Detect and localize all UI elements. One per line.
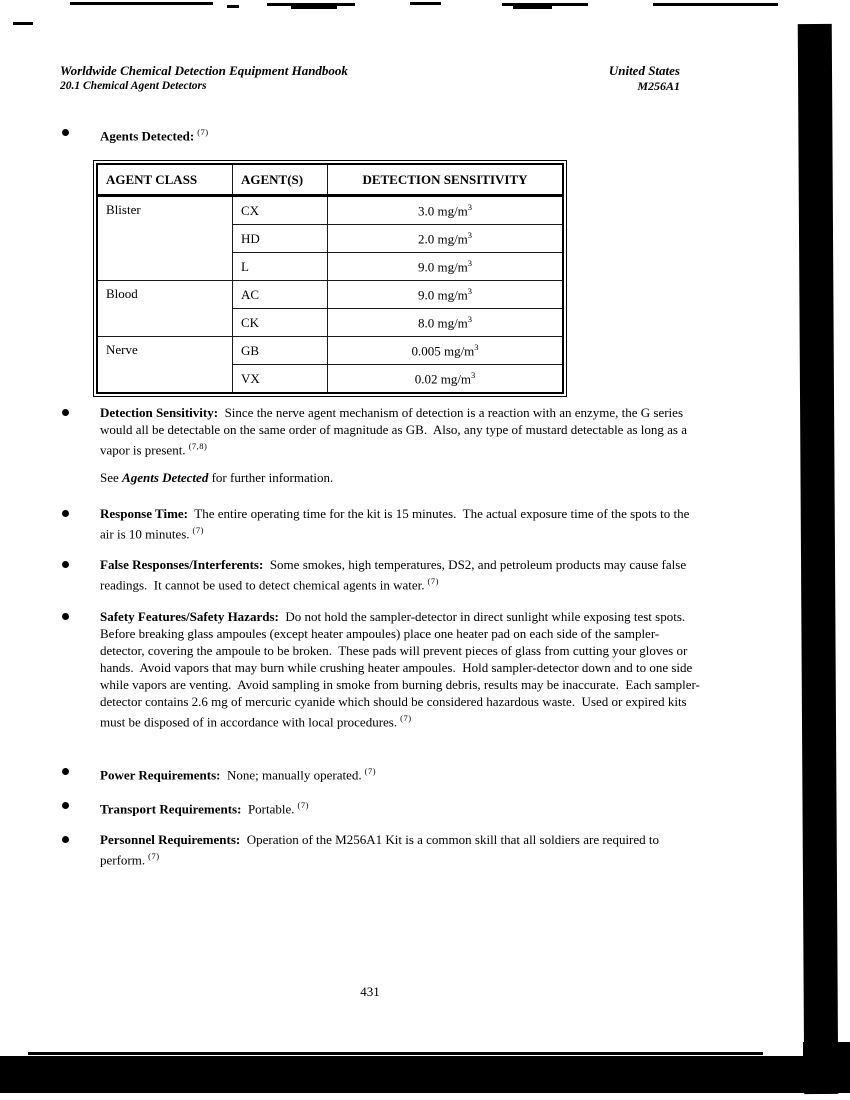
bullet-icon	[62, 129, 69, 136]
sensitivity-cell	[328, 196, 564, 225]
sensitivity-cell	[328, 365, 564, 394]
scan-artifact	[410, 2, 441, 5]
bullet-icon	[62, 409, 69, 416]
bullet-icon	[62, 802, 69, 809]
sensitivity-exponent: 3	[467, 285, 473, 296]
sensitivity-value: 8.0 mg/m	[417, 315, 468, 331]
sensitivity-value: 2.0 mg/m	[417, 231, 468, 247]
scan-edge-bar	[798, 24, 839, 1094]
footnote-ref: (7,8)	[188, 441, 208, 451]
sensitivity-cell	[328, 253, 564, 281]
scan-bottom-band	[0, 1056, 850, 1093]
bullet-text: Since the nerve agent mechanism of detection is a reaction with an enzyme, the G series would all be detectable on the same order of magnitude as GB. Also, any type of mustard detectable as long as a vapor is present.	[100, 405, 687, 458]
bullet-icon	[62, 768, 69, 775]
scan-artifact	[13, 22, 33, 25]
bullet-label: Detection Sensitivity:	[100, 405, 219, 420]
sensitivity-exponent: 3	[467, 201, 473, 212]
note-suffix: for further information.	[208, 470, 334, 485]
agent-cell: GB	[233, 337, 328, 365]
document-header-right	[540, 63, 680, 94]
bullet-label: Personnel Requirements:	[100, 832, 241, 847]
sensitivity-value: 3.0 mg/m	[417, 203, 468, 219]
footnote-ref: (7)	[297, 800, 309, 810]
equipment-model: M256A1	[637, 79, 680, 93]
note-emphasis: Agents Detected	[122, 470, 209, 485]
page-number: 431	[360, 984, 380, 999]
sensitivity-value: 0.02 mg/m	[414, 371, 472, 387]
footnote-ref: (7)	[427, 576, 439, 586]
agent-cell: VX	[233, 365, 328, 394]
section-title: 20.1 Chemical Agent Detectors	[60, 80, 207, 92]
footnote-ref: (7)	[364, 766, 377, 776]
note-prefix: See	[100, 470, 123, 485]
scan-artifact	[291, 4, 337, 9]
bullet-icon	[62, 613, 69, 620]
bullet-transport-requirements	[100, 797, 700, 817]
bullet-text: Do not hold the sampler-detector in direct sunlight while exposing test spots. Before breaking glass ampoules (except heater ampoules) place one heater pad on each side of the sampler-detector, covering the ampoule to be broken. These pads will prevent pieces of glass from cutting your gloves or hands. Avoid vapors that may burn while crushing heater ampoules. Hold sampler-detector down and to one side while vapors are venting. Avoid sampling in smoke from burning debris, results may be inaccurate. Each sampler-detector contains 2.6 mg of mercuric cyanide which should be considered hazardous waste. Used or expired kits must be disposed of in accordance with local procedures.	[100, 609, 700, 730]
bullet-label: Response Time:	[100, 506, 188, 521]
bullet-text: Some smokes, high temperatures, DS2, and petroleum products may cause false readings. It cannot be used to detect chemical agents in water.	[100, 557, 687, 593]
sensitivity-exponent: 3	[467, 313, 473, 324]
sensitivity-value: 9.0 mg/m	[417, 287, 468, 303]
scan-artifact	[227, 5, 239, 8]
sensitivity-exponent: 3	[467, 229, 473, 240]
bullet-label: Safety Features/Safety Hazards:	[100, 609, 279, 624]
table-row	[97, 196, 563, 225]
bullet-text: The entire operating time for the kit is 15 minutes. The actual exposure time of the spots to the air is 10 minutes.	[100, 506, 690, 542]
scan-artifact	[653, 3, 778, 6]
sensitivity-cell	[328, 225, 564, 253]
bullet-label: Power Requirements:	[100, 767, 221, 783]
sensitivity-value: 9.0 mg/m	[417, 259, 468, 275]
scan-artifact	[70, 2, 213, 5]
bullet-text: Portable.	[241, 801, 295, 817]
agent-class-cell: Blood	[97, 281, 233, 337]
bullet-false-responses	[100, 556, 700, 593]
scan-artifact	[513, 4, 552, 9]
bullet-icon	[62, 510, 69, 517]
bullet-label: Transport Requirements:	[100, 801, 242, 817]
footnote-ref: (7)	[148, 851, 160, 861]
sensitivity-value: 0.005 mg/m	[411, 343, 475, 359]
bullet-text: Operation of the M256A1 Kit is a common skill that all soldiers are required to perform.	[100, 832, 660, 868]
bullet-icon	[62, 836, 69, 843]
sensitivity-exponent: 3	[467, 257, 473, 268]
bullet-safety-features	[100, 608, 700, 730]
country-label: United States	[608, 63, 680, 78]
bullet-power-requirements	[100, 763, 700, 783]
bullet-personnel-requirements	[100, 831, 700, 868]
col-header-agents: AGENT(S)	[233, 164, 328, 196]
agent-cell: HD	[233, 225, 328, 253]
agent-cell: AC	[233, 281, 328, 309]
sensitivity-cell	[328, 309, 564, 337]
table-row	[97, 281, 563, 309]
agent-cell: CX	[233, 196, 328, 225]
sensitivity-exponent: 3	[471, 369, 476, 380]
sensitivity-exponent: 3	[474, 341, 479, 352]
sensitivity-cell	[328, 281, 564, 309]
footnote-ref: (7)	[197, 127, 209, 137]
bullet-text: None; manually operated.	[220, 767, 362, 783]
table-header-row	[97, 164, 563, 196]
bullet-icon	[62, 561, 69, 568]
bullet-detection-sensitivity	[100, 404, 700, 458]
footnote-ref: (7)	[400, 713, 412, 723]
bullet-response-time	[100, 505, 700, 542]
agent-class-cell: Nerve	[97, 337, 233, 394]
agent-cell: CK	[233, 309, 328, 337]
col-header-detection-sensitivity: DETECTION SENSITIVITY	[328, 164, 564, 196]
agents-table	[93, 160, 567, 397]
agent-class-cell: Blister	[97, 196, 233, 281]
agent-cell: L	[233, 253, 328, 281]
document-header-left	[60, 63, 348, 93]
handbook-title: Worldwide Chemical Detection Equipment Handbook	[60, 63, 348, 78]
footnote-ref: (7)	[192, 525, 204, 535]
table-row	[97, 337, 563, 365]
sensitivity-cell	[328, 337, 564, 365]
see-agents-detected-note	[100, 470, 333, 486]
scan-artifact	[28, 1052, 763, 1055]
bullet-label: False Responses/Interferents:	[100, 557, 264, 572]
agents-detected-heading	[100, 124, 700, 144]
col-header-agent-class: AGENT CLASS	[97, 164, 233, 196]
agents-detected-label: Agents Detected:	[100, 128, 195, 144]
